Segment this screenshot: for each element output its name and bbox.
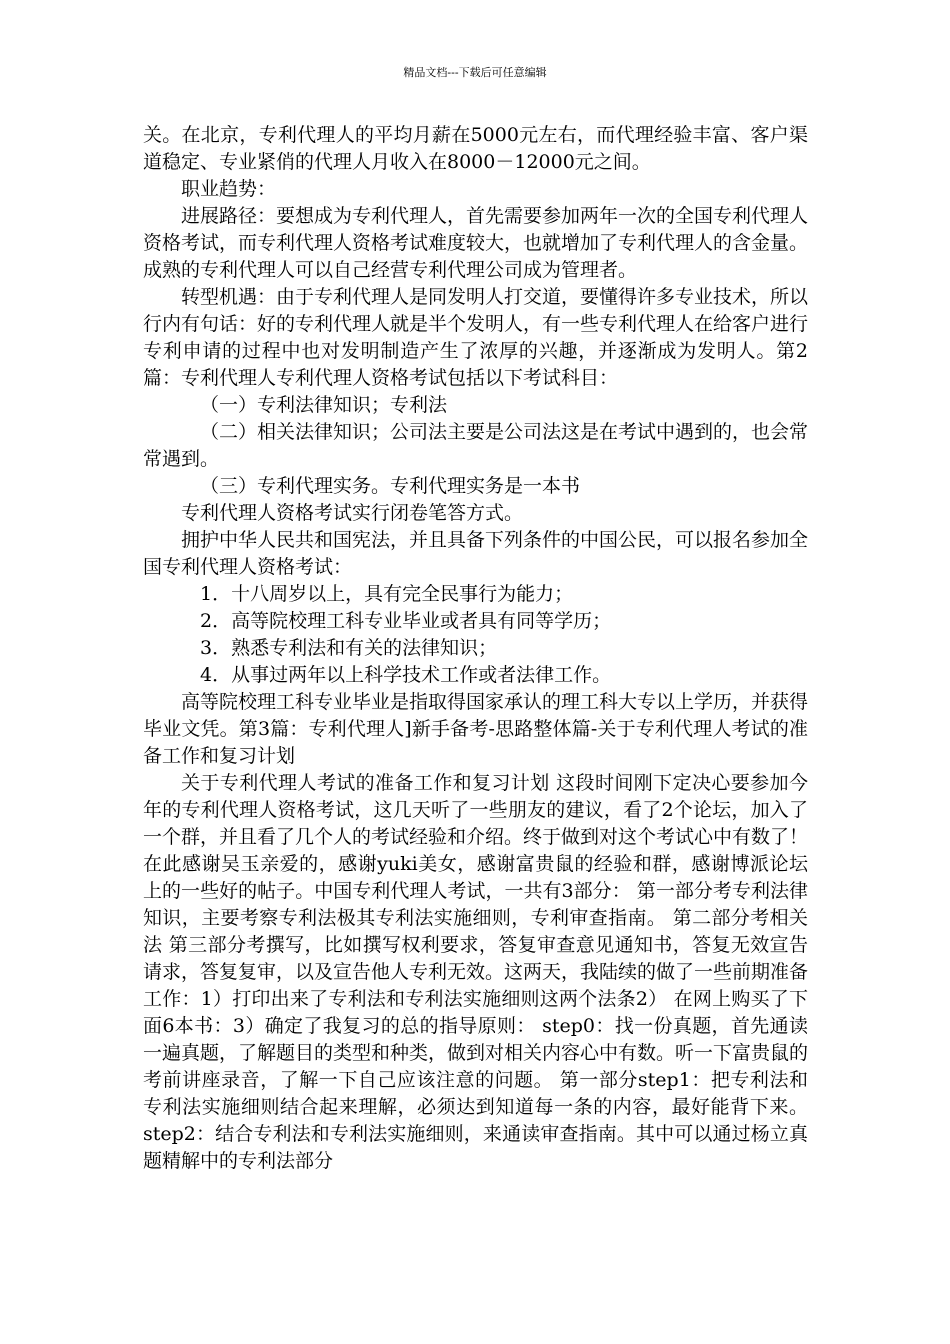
paragraph-subject-1: （一）专利法律知识；专利法 bbox=[200, 394, 448, 416]
paragraph-eligibility: 拥护中华人民共和国宪法，并且具备下列条件的中国公民，可以报名参加全国专利代理人资格考试： bbox=[143, 529, 809, 578]
document-body bbox=[143, 122, 808, 1175]
list-item-condition-2: 2．高等院校理工科专业毕业或者具有同等学历； bbox=[200, 610, 612, 632]
paragraph-degree-definition: 高等院校理工科专业毕业是指取得国家承认的理工科大专以上学历，并获得毕业文凭。第3篇：专利代理人]新手备考-思路整体篇-关于专利代理人考试的准备工作和复习计划 bbox=[143, 691, 809, 767]
list-item-condition-3: 3．熟悉专利法和有关的法律知识； bbox=[200, 637, 498, 659]
paragraph-exam-format: 专利代理人资格考试实行闭卷笔答方式。 bbox=[181, 502, 524, 524]
paragraph-study-plan: 关于专利代理人考试的准备工作和复习计划 这段时间刚下定决心要参加今年的专利代理人资格考试，这几天听了一些朋友的建议，看了2个论坛，加入了一个群，并且看了几个人的考试经验和介绍。终于做到对这个考试心中有数了！在此感谢吴玉亲爱的，感谢yuki美女，感谢富贵鼠的经验和群，感谢博派论坛上的一些好的帖子。中国专利代理人考试，一共有3部分： 第一部分考专利法律知识，主要考察专利法极其专利法实施细则，专利审查指南。 第二部分考相关法 第三部分考撰写，比如撰写权利要求，答复审查意见通知书，答复无效宣告请求，答复复审，以及宣告他人专利无效。这两天，我陆续的做了一些前期准备工作：1）打印出来了专利法和专利法实施细则这两个法条2） 在网上购买了下面6本书：3）确定了我复习的总的指导原则： step0：找一份真题，首先通读一遍真题，了解题目的类型和种类，做到对相关内容心中有数。听一下富贵鼠的考前讲座录音，了解一下自己应该注意的问题。 第一部分step1：把专利法和专利法实施细则结合起来理解，必须达到知道每一条的内容，最好能背下来。 step2：结合专利法和专利法实施细则，来通读审查指南。其中可以通过杨立真题精解中的专利法部分 bbox=[143, 772, 809, 1172]
paragraph-career-trend-heading: 职业趋势： bbox=[181, 178, 277, 200]
paragraph-subject-3: （三）专利代理实务。专利代理实务是一本书 bbox=[200, 475, 581, 497]
paragraph-salary: 关。在北京，专利代理人的平均月薪在5000元左右，而代理经验丰富、客户渠道稳定、专业紧俏的代理人月收入在8000－12000元之间。 bbox=[143, 124, 808, 173]
list-item-condition-4: 4．从事过两年以上科学技术工作或者法律工作。 bbox=[200, 664, 612, 686]
page-header: 精品文档---下载后可任意编辑 bbox=[403, 66, 547, 79]
paragraph-transition-opportunity: 转型机遇：由于专利代理人是同发明人打交道，要懂得许多专业技术，所以行内有句话：好的专利代理人就是半个发明人，有一些专利代理人在给客户进行专利申请的过程中也对发明制造产生了浓厚的兴趣，并逐渐成为发明人。第2篇：专利代理人专利代理人资格考试包括以下考试科目： bbox=[143, 286, 809, 389]
paragraph-development-path: 进展路径：要想成为专利代理人，首先需要参加两年一次的全国专利代理人资格考试，而专利代理人资格考试难度较大，也就增加了专利代理人的含金量。成熟的专利代理人可以自己经营专利代理公司成为管理者。 bbox=[143, 205, 809, 281]
list-item-condition-1: 1．十八周岁以上，具有完全民事行为能力； bbox=[200, 583, 574, 605]
paragraph-subject-2: （二）相关法律知识；公司法主要是公司法这是在考试中遇到的，也会常常遇到。 bbox=[143, 421, 809, 470]
